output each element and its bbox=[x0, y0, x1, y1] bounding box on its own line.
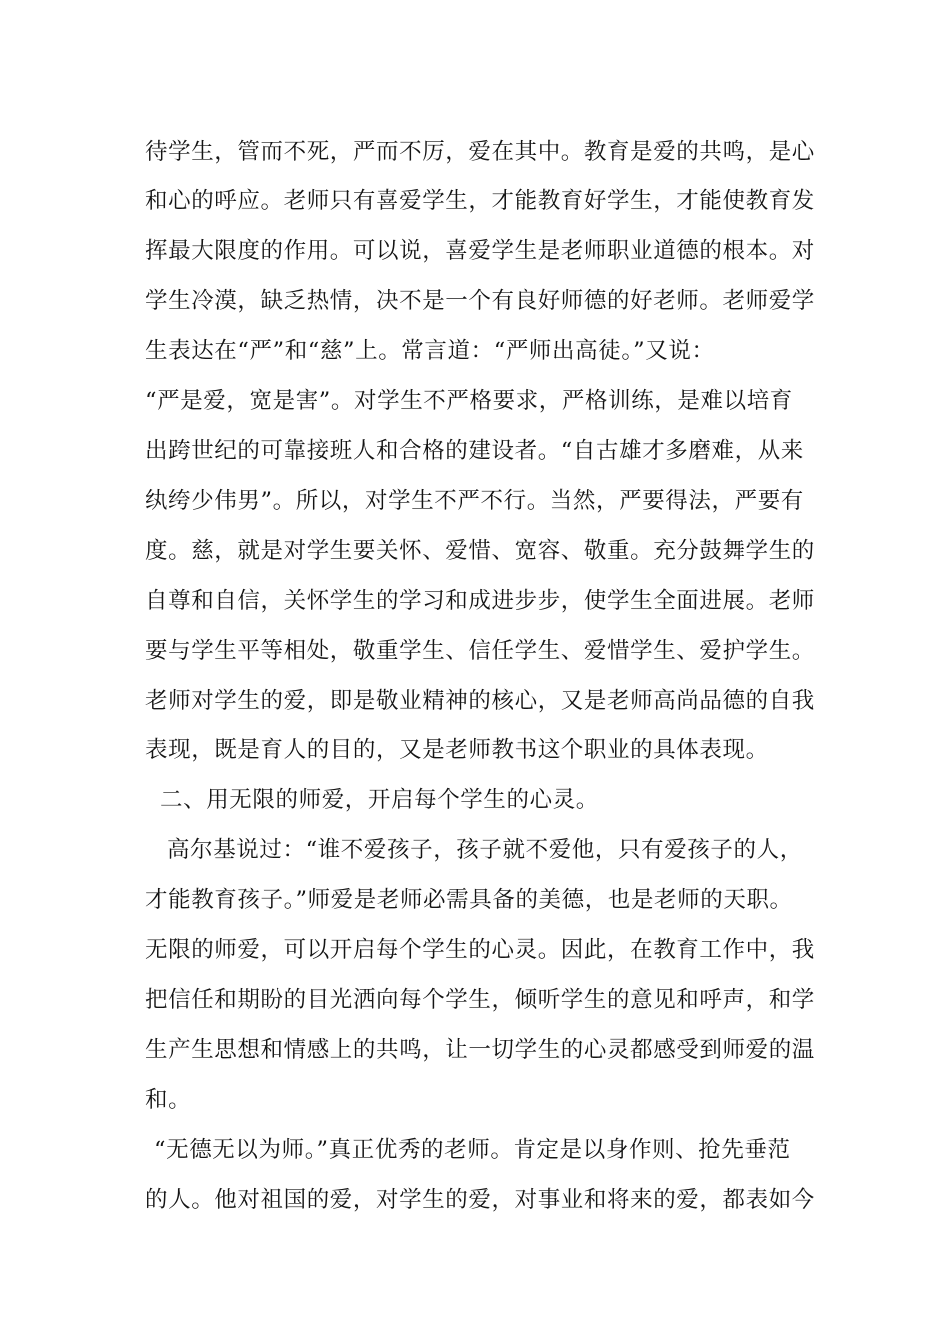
text-line: 无限的师爱，可以开启每个学生的心灵。因此，在教育工作中，我 bbox=[145, 937, 815, 963]
text-line: 的人。他对祖国的爱，对学生的爱，对事业和将来的爱，都表如今 bbox=[145, 1187, 815, 1213]
text-line: 挥最大限度的作用。可以说，喜爱学生是老师职业道德的根本。对 bbox=[145, 238, 815, 264]
text-line: 才能教育孩子。”师爱是老师必需具备的美德，也是老师的天职。 bbox=[145, 887, 793, 913]
section-heading: 二、用无限的师爱，开启每个学生的心灵。 bbox=[160, 787, 599, 813]
text-line: 度。慈，就是对学生要关怀、爱惜、宽容、敬重。充分鼓舞学生的 bbox=[145, 538, 815, 564]
text-line: 和。 bbox=[145, 1087, 192, 1113]
text-line: 待学生，管而不死，严而不厉，爱在其中。教育是爱的共鸣，是心 bbox=[145, 139, 815, 165]
text-line: 和心的呼应。老师只有喜爱学生，才能教育好学生，才能使教育发 bbox=[145, 188, 815, 214]
text-line: 出跨世纪的可靠接班人和合格的建设者。“自古雄才多磨难，从来 bbox=[145, 438, 804, 464]
text-line: 老师对学生的爱，即是敬业精神的核心，又是老师高尚品德的自我 bbox=[145, 688, 815, 714]
text-line: 要与学生平等相处，敬重学生、信任学生、爱惜学生、爱护学生。 bbox=[145, 638, 815, 664]
text-line: 高尔基说过：“谁不爱孩子，孩子就不爱他，只有爱孩子的人， bbox=[167, 837, 803, 863]
text-line: 把信任和期盼的目光洒向每个学生，倾听学生的意见和呼声，和学 bbox=[145, 987, 815, 1013]
text-line: 生表达在“严”和“慈”上。常言道：“严师出高徒。”又说： bbox=[145, 338, 715, 364]
text-line: 生产生思想和情感上的共鸣，让一切学生的心灵都感受到师爱的温 bbox=[145, 1037, 815, 1063]
text-line: 纨绔少伟男”。所以，对学生不严不行。当然，严要得法，严要有 bbox=[145, 488, 804, 514]
text-line: “无德无以为师。”真正优秀的老师。肯定是以身作则、抢先垂范 bbox=[154, 1137, 791, 1163]
text-line: 学生冷漠，缺乏热情，决不是一个有良好师德的好老师。老师爱学 bbox=[145, 288, 815, 314]
text-line: 表现，既是育人的目的，又是老师教书这个职业的具体表现。 bbox=[145, 737, 769, 763]
text-line: 自尊和自信，关怀学生的学习和成进步步，使学生全面进展。老师 bbox=[145, 588, 815, 614]
text-line: “严是爱，宽是害”。对学生不严格要求，严格训练，是难以培育 bbox=[145, 388, 793, 414]
